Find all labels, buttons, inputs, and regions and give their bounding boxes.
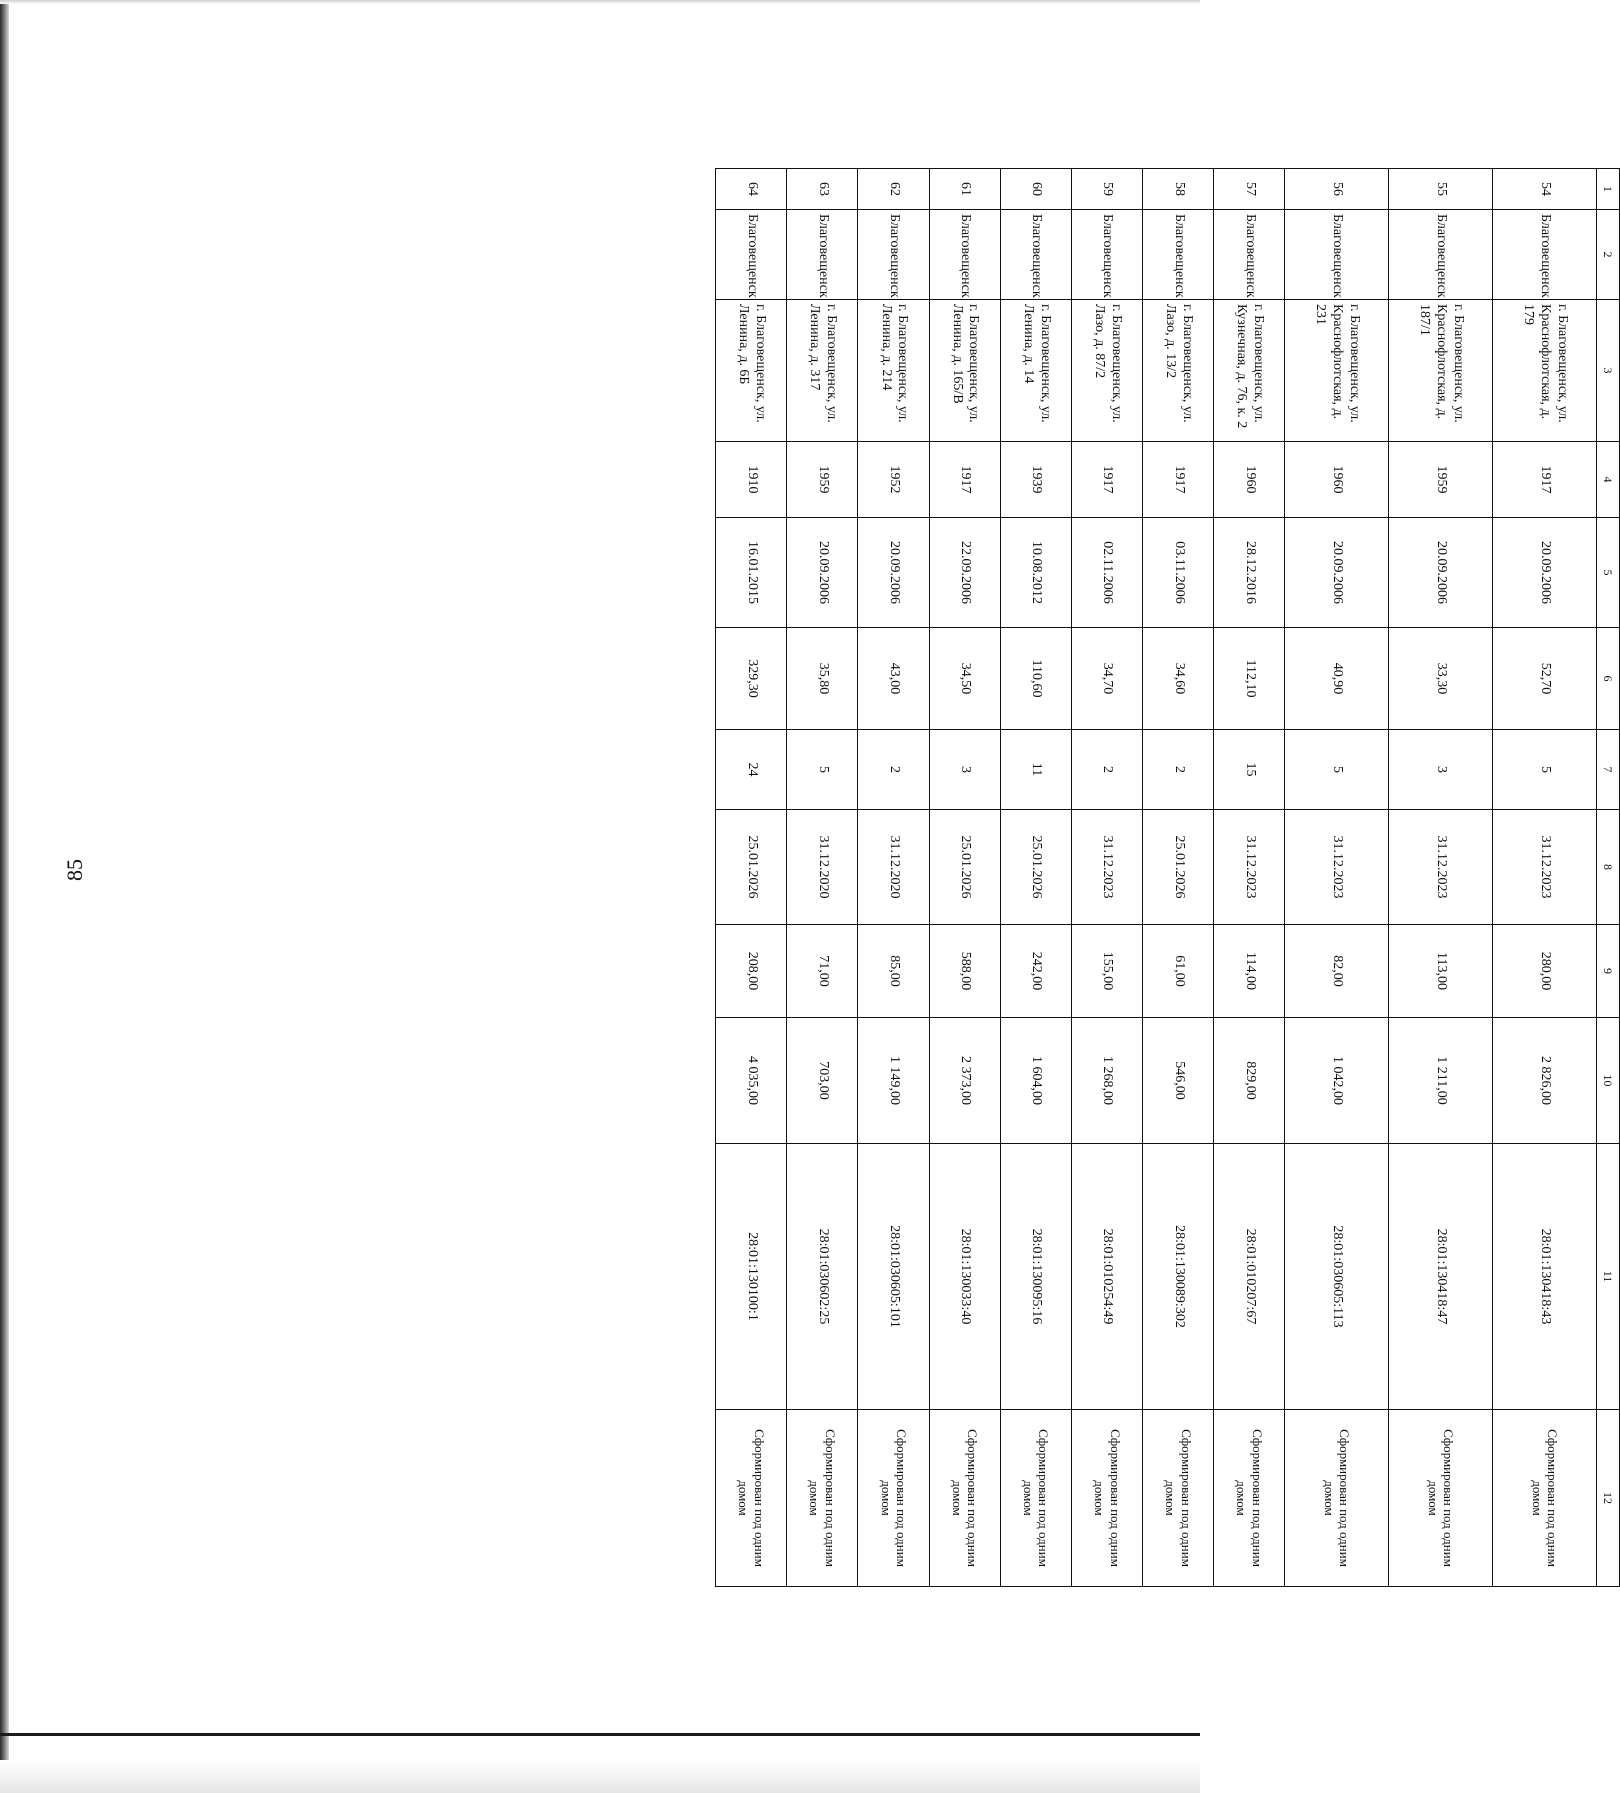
land-status: Сформирован под одним домом bbox=[929, 1410, 1000, 1587]
land-status: Сформирован под одним домом bbox=[787, 1410, 858, 1587]
col-header-7: 7 bbox=[1597, 730, 1620, 810]
address: г. Благовещенск, ул. Краснофлотская, д. 187/1 bbox=[1389, 300, 1493, 442]
residents-count: 3 bbox=[929, 730, 1000, 810]
address: г. Благовещенск, ул. Краснофлотская, д. 231 bbox=[1285, 300, 1389, 442]
row-number: 57 bbox=[1214, 169, 1285, 210]
scan-left-edge bbox=[0, 0, 9, 1793]
table-row bbox=[787, 169, 858, 1587]
planned-date: 31.12.2020 bbox=[787, 810, 858, 925]
area: 35,80 bbox=[787, 628, 858, 730]
table-container bbox=[202, 168, 1616, 1586]
city: Благовещенск bbox=[1143, 210, 1214, 300]
recognition-date: 02.11.2006 bbox=[1071, 518, 1142, 628]
table-row bbox=[929, 169, 1000, 1587]
scan-bottom-edge bbox=[0, 1760, 1200, 1793]
city: Благовещенск bbox=[929, 210, 1000, 300]
land-area: 4 035,00 bbox=[716, 1018, 787, 1144]
address: г. Благовещенск, ул. Ленина, д. 6Б bbox=[716, 300, 787, 442]
recognition-date: 03.11.2006 bbox=[1143, 518, 1214, 628]
year-built: 1917 bbox=[1071, 442, 1142, 518]
col-header-3: 3 bbox=[1597, 300, 1620, 442]
recognition-date: 20.09.2006 bbox=[858, 518, 929, 628]
cadastral-number: 28:01:130418:47 bbox=[1389, 1144, 1493, 1410]
area: 110,60 bbox=[1000, 628, 1071, 730]
year-built: 1939 bbox=[1000, 442, 1071, 518]
planned-date: 31.12.2023 bbox=[1493, 810, 1597, 925]
address: г. Благовещенск, ул. Кузнечная, д. 76, к. 2 bbox=[1214, 300, 1285, 442]
table-row bbox=[1000, 169, 1071, 1587]
city: Благовещенск bbox=[787, 210, 858, 300]
land-area: 1 268,00 bbox=[1071, 1018, 1142, 1144]
address: г. Благовещенск, ул. Ленина, д. 14 bbox=[1000, 300, 1071, 442]
planned-date: 31.12.2023 bbox=[1214, 810, 1285, 925]
cadastral-number: 28:01:030605:113 bbox=[1285, 1144, 1389, 1410]
col-header-1: 1 bbox=[1597, 169, 1620, 210]
recognition-date: 20.09.2006 bbox=[787, 518, 858, 628]
land-area: 546,00 bbox=[1143, 1018, 1214, 1144]
land-status: Сформирован под одним домом bbox=[1000, 1410, 1071, 1587]
city: Благовещенск bbox=[1071, 210, 1142, 300]
area: 33,30 bbox=[1389, 628, 1493, 730]
col-header-2: 2 bbox=[1597, 210, 1620, 300]
land-status: Сформирован под одним домом bbox=[1071, 1410, 1142, 1587]
header-row bbox=[1597, 169, 1620, 1587]
land-area: 1 211,00 bbox=[1389, 1018, 1493, 1144]
table-row bbox=[1389, 169, 1493, 1587]
city: Благовещенск bbox=[858, 210, 929, 300]
row-number: 64 bbox=[716, 169, 787, 210]
year-built: 1917 bbox=[929, 442, 1000, 518]
address: г. Благовещенск, ул. Лазо, д. 13/2 bbox=[1143, 300, 1214, 442]
col-header-11: 11 bbox=[1597, 1144, 1620, 1410]
recognition-date: 20.09.2006 bbox=[1493, 518, 1597, 628]
value-col-9: 85,00 bbox=[858, 925, 929, 1018]
area: 43,00 bbox=[858, 628, 929, 730]
value-col-9: 71,00 bbox=[787, 925, 858, 1018]
land-area: 1 604,00 bbox=[1000, 1018, 1071, 1144]
value-col-9: 113,00 bbox=[1389, 925, 1493, 1018]
table-row bbox=[1214, 169, 1285, 1587]
cadastral-number: 28:01:010254:49 bbox=[1071, 1144, 1142, 1410]
cadastral-number: 28:01:010207:67 bbox=[1214, 1144, 1285, 1410]
residents-count: 2 bbox=[1071, 730, 1142, 810]
residents-count: 5 bbox=[1285, 730, 1389, 810]
cadastral-number: 28:01:130033:40 bbox=[929, 1144, 1000, 1410]
area: 52,70 bbox=[1493, 628, 1597, 730]
planned-date: 31.12.2023 bbox=[1285, 810, 1389, 925]
residents-count: 3 bbox=[1389, 730, 1493, 810]
recognition-date: 22.09.2006 bbox=[929, 518, 1000, 628]
land-status: Сформирован под одним домом bbox=[716, 1410, 787, 1587]
land-status: Сформирован под одним домом bbox=[1285, 1410, 1389, 1587]
year-built: 1917 bbox=[1493, 442, 1597, 518]
area: 329,30 bbox=[716, 628, 787, 730]
row-number: 63 bbox=[787, 169, 858, 210]
address: г. Благовещенск, ул. Ленина, д. 165/В bbox=[929, 300, 1000, 442]
page-number: 85 bbox=[62, 859, 87, 881]
city: Благовещенск bbox=[1389, 210, 1493, 300]
land-area: 829,00 bbox=[1214, 1018, 1285, 1144]
city: Благовещенск bbox=[1493, 210, 1597, 300]
recognition-date: 20.09.2006 bbox=[1285, 518, 1389, 628]
planned-date: 31.12.2023 bbox=[1071, 810, 1142, 925]
cadastral-number: 28:01:030605:101 bbox=[858, 1144, 929, 1410]
col-header-10: 10 bbox=[1597, 1018, 1620, 1144]
housing-table bbox=[715, 168, 1620, 1587]
address: г. Благовещенск, ул. Лазо, д. 87/2 bbox=[1071, 300, 1142, 442]
col-header-8: 8 bbox=[1597, 810, 1620, 925]
area: 34,60 bbox=[1143, 628, 1214, 730]
residents-count: 2 bbox=[858, 730, 929, 810]
col-header-12: 12 bbox=[1597, 1410, 1620, 1587]
value-col-9: 114,00 bbox=[1214, 925, 1285, 1018]
year-built: 1910 bbox=[716, 442, 787, 518]
scan-bottom-line bbox=[0, 1733, 1200, 1736]
value-col-9: 155,00 bbox=[1071, 925, 1142, 1018]
rotated-table-frame bbox=[715, 168, 1620, 1586]
table-row bbox=[1285, 169, 1389, 1587]
planned-date: 25.01.2026 bbox=[1000, 810, 1071, 925]
scan-top-edge bbox=[0, 0, 1200, 4]
land-status: Сформирован под одним домом bbox=[1214, 1410, 1285, 1587]
row-number: 60 bbox=[1000, 169, 1071, 210]
address: г. Благовещенск, ул. Ленина, д. 317 bbox=[787, 300, 858, 442]
cadastral-number: 28:01:130095:16 bbox=[1000, 1144, 1071, 1410]
address: г. Благовещенск, ул. Ленина, д. 214 bbox=[858, 300, 929, 442]
value-col-9: 588,00 bbox=[929, 925, 1000, 1018]
recognition-date: 10.08.2012 bbox=[1000, 518, 1071, 628]
year-built: 1952 bbox=[858, 442, 929, 518]
planned-date: 25.01.2026 bbox=[1143, 810, 1214, 925]
table-row bbox=[1143, 169, 1214, 1587]
year-built: 1960 bbox=[1285, 442, 1389, 518]
year-built: 1917 bbox=[1143, 442, 1214, 518]
city: Благовещенск bbox=[1214, 210, 1285, 300]
land-status: Сформирован под одним домом bbox=[1389, 1410, 1493, 1587]
col-header-4: 4 bbox=[1597, 442, 1620, 518]
col-header-9: 9 bbox=[1597, 925, 1620, 1018]
residents-count: 5 bbox=[787, 730, 858, 810]
planned-date: 31.12.2023 bbox=[1389, 810, 1493, 925]
row-number: 55 bbox=[1389, 169, 1493, 210]
col-header-5: 5 bbox=[1597, 518, 1620, 628]
cadastral-number: 28:01:130418:43 bbox=[1493, 1144, 1597, 1410]
land-status: Сформирован под одним домом bbox=[1143, 1410, 1214, 1587]
land-area: 2 826,00 bbox=[1493, 1018, 1597, 1144]
row-number: 54 bbox=[1493, 169, 1597, 210]
row-number: 58 bbox=[1143, 169, 1214, 210]
city: Благовещенск bbox=[1285, 210, 1389, 300]
year-built: 1960 bbox=[1214, 442, 1285, 518]
row-number: 61 bbox=[929, 169, 1000, 210]
recognition-date: 28.12.2016 bbox=[1214, 518, 1285, 628]
cadastral-number: 28:01:030602:25 bbox=[787, 1144, 858, 1410]
recognition-date: 16.01.2015 bbox=[716, 518, 787, 628]
row-number: 59 bbox=[1071, 169, 1142, 210]
col-header-6: 6 bbox=[1597, 628, 1620, 730]
city: Благовещенск bbox=[716, 210, 787, 300]
residents-count: 11 bbox=[1000, 730, 1071, 810]
residents-count: 5 bbox=[1493, 730, 1597, 810]
city: Благовещенск bbox=[1000, 210, 1071, 300]
table-row bbox=[716, 169, 787, 1587]
table-row bbox=[1493, 169, 1597, 1587]
cadastral-number: 28:01:130100:1 bbox=[716, 1144, 787, 1410]
table-row bbox=[858, 169, 929, 1587]
land-area: 703,00 bbox=[787, 1018, 858, 1144]
area: 34,50 bbox=[929, 628, 1000, 730]
land-status: Сформирован под одним домом bbox=[858, 1410, 929, 1587]
area: 112,10 bbox=[1214, 628, 1285, 730]
residents-count: 24 bbox=[716, 730, 787, 810]
planned-date: 25.01.2026 bbox=[929, 810, 1000, 925]
value-col-9: 82,00 bbox=[1285, 925, 1389, 1018]
land-area: 2 373,00 bbox=[929, 1018, 1000, 1144]
value-col-9: 280,00 bbox=[1493, 925, 1597, 1018]
area: 40,90 bbox=[1285, 628, 1389, 730]
recognition-date: 20.09.2006 bbox=[1389, 518, 1493, 628]
address: г. Благовещенск, ул. Краснофлотская, д. 179 bbox=[1493, 300, 1597, 442]
land-area: 1 149,00 bbox=[858, 1018, 929, 1144]
value-col-9: 242,00 bbox=[1000, 925, 1071, 1018]
cadastral-number: 28:01:130089:302 bbox=[1143, 1144, 1214, 1410]
residents-count: 15 bbox=[1214, 730, 1285, 810]
residents-count: 2 bbox=[1143, 730, 1214, 810]
table-row bbox=[1071, 169, 1142, 1587]
land-area: 1 042,00 bbox=[1285, 1018, 1389, 1144]
value-col-9: 208,00 bbox=[716, 925, 787, 1018]
year-built: 1959 bbox=[1389, 442, 1493, 518]
year-built: 1959 bbox=[787, 442, 858, 518]
planned-date: 31.12.2020 bbox=[858, 810, 929, 925]
planned-date: 25.01.2026 bbox=[716, 810, 787, 925]
land-status: Сформирован под одним домом bbox=[1493, 1410, 1597, 1587]
row-number: 56 bbox=[1285, 169, 1389, 210]
row-number: 62 bbox=[858, 169, 929, 210]
value-col-9: 61,00 bbox=[1143, 925, 1214, 1018]
area: 34,70 bbox=[1071, 628, 1142, 730]
